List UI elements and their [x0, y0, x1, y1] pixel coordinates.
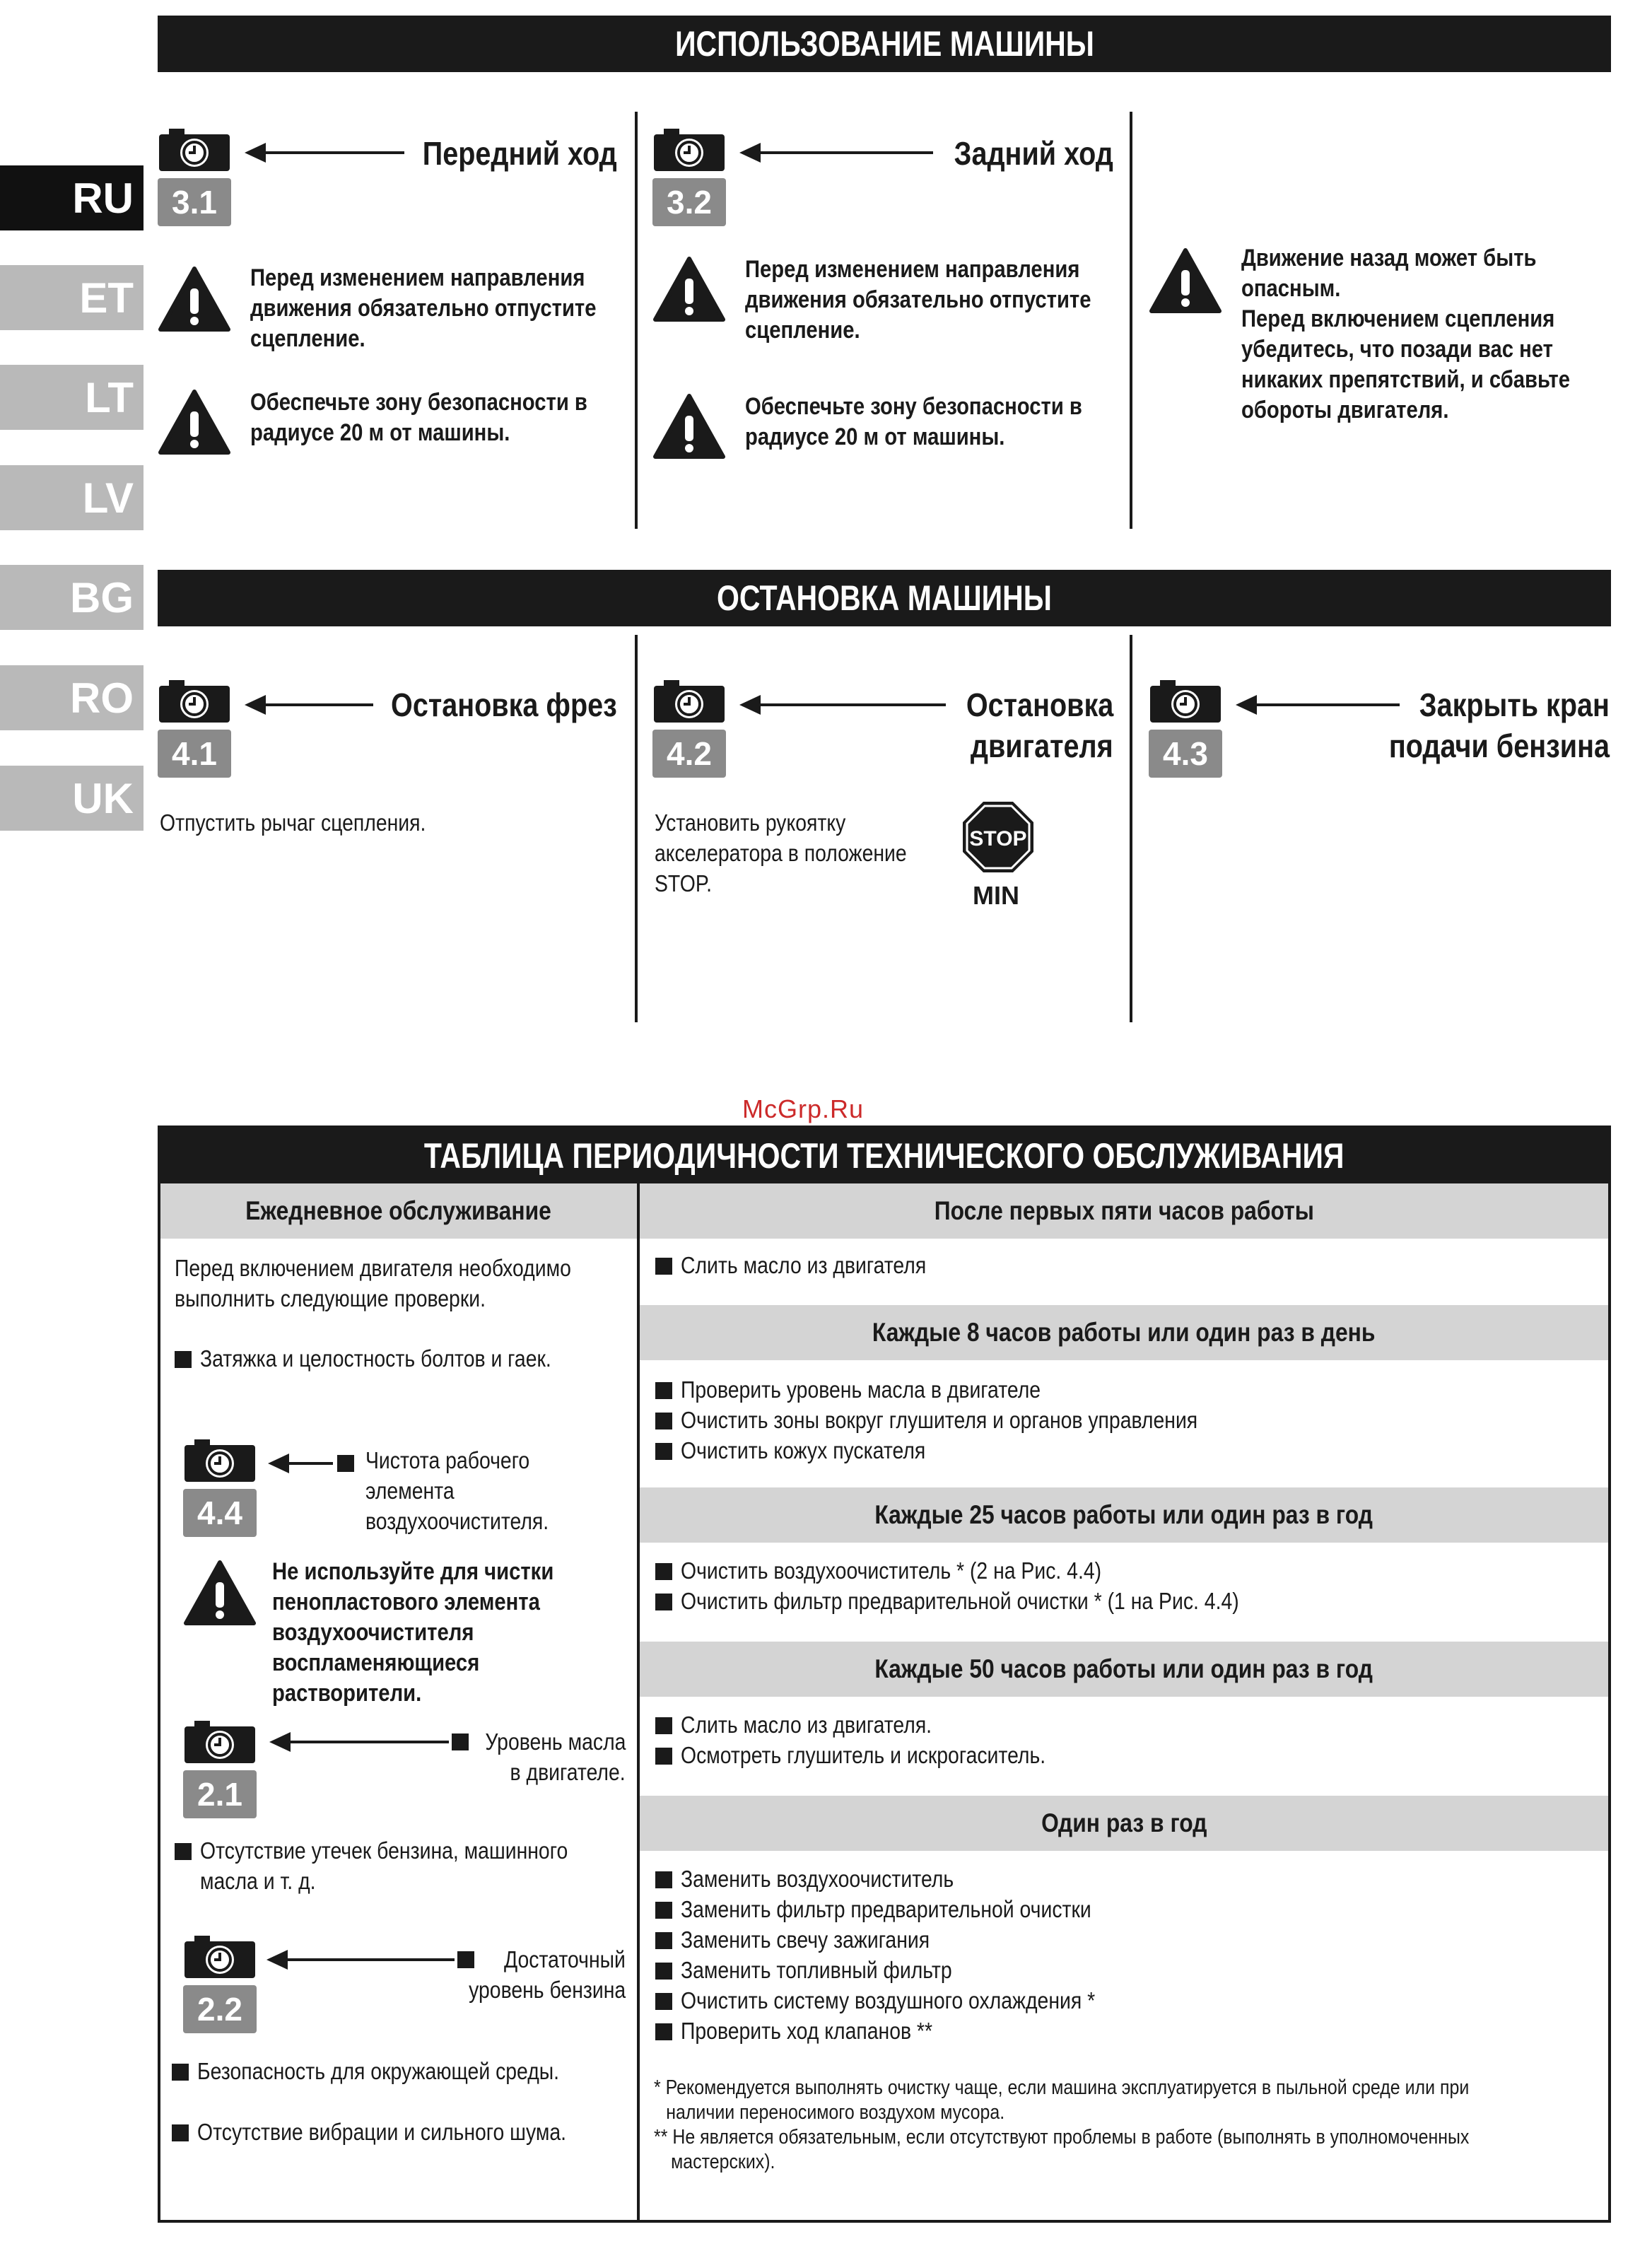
warning-text: Обеспечьте зону безопасности в радиусе 20 м от машины.	[745, 393, 1082, 450]
camera-icon	[183, 1438, 257, 1483]
heading-stop-engine: Остановка двигателя	[966, 686, 1113, 764]
min-label: MIN	[973, 881, 1019, 910]
heading-stop-tillers: Остановка фрез	[391, 686, 617, 723]
header-25h: Каждые 25 часов работы или один раз в год	[640, 1487, 1608, 1543]
camera-icon	[652, 679, 726, 724]
heading-reverse: Задний ход	[954, 135, 1113, 172]
footnote: * Рекомендуется выполнять очистку чаще, если машина эксплуатируется в пыльной среде или при наличии переносимого воздухом мусора. ** Не является обязательным, если отсутствуют проблемы в работе (выполнять в уполномоченных мастерских).	[654, 2076, 1470, 2173]
list-group: Очистить воздухоочиститель * (2 на Рис. 4.4) Очистить фильтр предварительной очистки * (1 на Рис. 4.4)	[655, 1555, 1330, 1616]
camera-icon	[183, 1719, 257, 1765]
bullet-square	[337, 1455, 354, 1472]
ref-label: Уровень масла в двигателе.	[484, 1729, 626, 1785]
warning-icon	[158, 266, 231, 334]
arrow-icon	[271, 1462, 333, 1465]
header-first-5h: После первых пяти часов работы	[640, 1183, 1608, 1239]
step-badge: 4.3	[1149, 730, 1222, 778]
step-badge: 2.1	[183, 1770, 257, 1818]
instruction-text: Отпустить рычаг сцепления.	[160, 809, 426, 836]
camera-icon	[158, 127, 231, 173]
table-title: ТАБЛИЦА ПЕРИОДИЧНОСТИ ТЕХНИЧЕСКОГО ОБСЛУЖИВАНИЯ	[160, 1128, 1608, 1183]
maintenance-table	[158, 1126, 1611, 2223]
lang-tab-lt[interactable]: LT	[0, 365, 143, 430]
camera-icon	[652, 127, 726, 173]
lang-tab-ro[interactable]: RO	[0, 665, 143, 730]
warning-icon	[652, 393, 726, 461]
warning-text: Перед изменением направления движения обязательно отпустите сцепление.	[250, 264, 597, 352]
arrow-icon	[742, 703, 946, 706]
lang-tab-ru[interactable]: RU	[0, 165, 143, 230]
list-item: Отсутствие вибрации и сильного шума.	[172, 2117, 626, 2147]
section-title-usage: ИСПОЛЬЗОВАНИЕ МАШИНЫ	[158, 16, 1611, 72]
warning-icon	[158, 389, 231, 457]
camera-icon	[183, 1934, 257, 1980]
header-8h: Каждые 8 часов работы или один раз в день	[640, 1305, 1608, 1360]
header-daily: Ежедневное обслуживание	[160, 1183, 637, 1239]
list-item: Отсутствие утечек бензина, машинного масла и т. д.	[175, 1835, 628, 1896]
list-group: Проверить уровень масла в двигателе Очистить зоны вокруг глушителя и органов управления Очистить кожух пускателя	[655, 1374, 1282, 1466]
arrow-icon	[742, 151, 933, 154]
lang-tab-uk[interactable]: UK	[0, 766, 143, 831]
arrow-icon	[272, 1741, 449, 1743]
instruction-text: Установить рукоятку акселератора в положение STOP.	[655, 809, 907, 896]
header-50h: Каждые 50 часов работы или один раз в год	[640, 1642, 1608, 1697]
lang-tab-et[interactable]: ET	[0, 265, 143, 330]
column-divider	[635, 635, 638, 1022]
header-yearly: Один раз в год	[640, 1796, 1608, 1851]
stop-sign-icon	[961, 800, 1035, 874]
ref-label: Достаточный уровень бензина	[468, 1946, 626, 2003]
table-warning-text: Не используйте для чистки пенопластового элемента воздухоочистителя воспламеняющиеся растворители.	[272, 1558, 554, 1707]
ref-label: Чистота рабочего элемента воздухоочистителя.	[365, 1447, 549, 1534]
warning-text: Движение назад может быть опасным. Перед включением сцепления убедитесь, что позади вас нет никаких препятствий, и сбавьте обороты двигателя.	[1241, 245, 1570, 423]
step-badge: 4.4	[183, 1489, 257, 1537]
warning-text: Обеспечьте зону безопасности в радиусе 20 м от машины.	[250, 389, 587, 446]
camera-icon	[158, 679, 231, 724]
lang-tab-bg[interactable]: BG	[0, 565, 143, 630]
arrow-icon	[247, 151, 404, 154]
arrow-icon	[269, 1958, 455, 1961]
lang-tab-lv[interactable]: LV	[0, 465, 143, 530]
list-item: Затяжка и целостность болтов и гаек.	[175, 1343, 609, 1374]
list-group: Слить масло из двигателя. Осмотреть глушитель и искрогаситель.	[655, 1709, 1105, 1770]
camera-icon	[1149, 679, 1222, 724]
list-group: Заменить воздухоочиститель Заменить фильтр предварительной очистки Заменить свечу зажигания Заменить топливный фильтр Очистить систему воздушного охлаждения * Проверить ход клапанов **	[655, 1864, 1163, 2046]
step-badge: 3.1	[158, 178, 231, 226]
step-badge: 2.2	[183, 1985, 257, 2033]
daily-intro: Перед включением двигателя необходимо выполнить следующие проверки.	[175, 1255, 571, 1311]
list-item: Слить масло из двигателя	[655, 1250, 966, 1280]
column-divider	[1130, 635, 1132, 1022]
warning-text: Перед изменением направления движения обязательно отпустите сцепление.	[745, 256, 1091, 344]
step-badge: 4.1	[158, 730, 231, 778]
heading-close-fuel: Закрыть кран подачи бензина	[1388, 686, 1610, 764]
section-title-stop: ОСТАНОВКА МАШИНЫ	[158, 570, 1611, 626]
watermark: McGrp.Ru	[742, 1094, 865, 1123]
heading-forward: Передний ход	[422, 135, 617, 172]
warning-icon	[652, 256, 726, 324]
warning-icon	[1149, 247, 1222, 315]
step-badge: 3.2	[652, 178, 726, 226]
step-badge: 4.2	[652, 730, 726, 778]
list-item: Безопасность для окружающей среды.	[172, 2056, 618, 2086]
warning-icon	[183, 1560, 257, 1627]
stop-sign-label: STOP	[969, 827, 1027, 850]
